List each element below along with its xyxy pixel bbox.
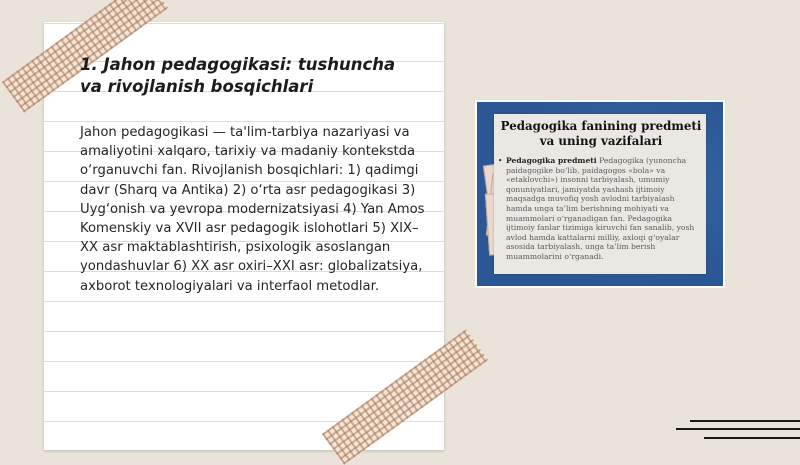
embedded-body-text: Pedagogika (yunoncha paidagogike bo‘lib, paidagogos «bola» va «etaklovchi») insonni tarbiyalash, umumiy qonuniyatlari, jamiyatda yashash ijtimoiy maqsadga muvofiq yosh avlodni tarbiyalash hamda unga ta’lim berishning mohiyati va muammolari o‘rganadigan fan. Pedagogika ijtimoiy fanlar tizimiga kiruvchi fan sanalib, yosh avlod hamda kattalarni milliy, axloqi g‘oyalar asosida tarbiyalash, unga ta’lim berish muammolarini o‘rganadi. (506, 156, 695, 261)
embedded-lead-term: Pedagogika predmeti (506, 156, 597, 165)
slide-heading: 1. Jahon pedagogikasi: tushuncha va rivojlanish bosqichlari (80, 55, 396, 96)
slide-body-text: Jahon pedagogikasi — ta'lim-tarbiya nazariyasi va amaliyotini xalqaro, tarixiy va madaniy kontekstda o‘rganuvchi fan. Rivojlanish bosqichlari: 1) qadimgi davr (Sharq va Antika) 2) o‘rta asr pedagogikasi 3) Uyg‘onish va yevropa modernizatsiyasi 4) Yan Amos Komenskiy va XVII asr pedagogik islohotlari 5) XIX–XX asr maktablashtirish, psixologik asoslangan yondashuvlar 6) XX asr oxiri–XXI asr: globalizatsiya, axborot texnologiyalari va interfaol metodlar. (80, 125, 425, 294)
embedded-image-background (477, 102, 723, 286)
decorative-line (676, 428, 800, 430)
embedded-title: Pedagogika fanining predmeti va uning vazifalari (500, 119, 702, 148)
bullet-icon: • (498, 156, 503, 165)
embedded-body (506, 156, 702, 262)
decorative-line (704, 437, 800, 439)
decorative-line (690, 420, 800, 422)
embedded-slide-image (475, 100, 725, 288)
embedded-text-card (494, 114, 706, 274)
